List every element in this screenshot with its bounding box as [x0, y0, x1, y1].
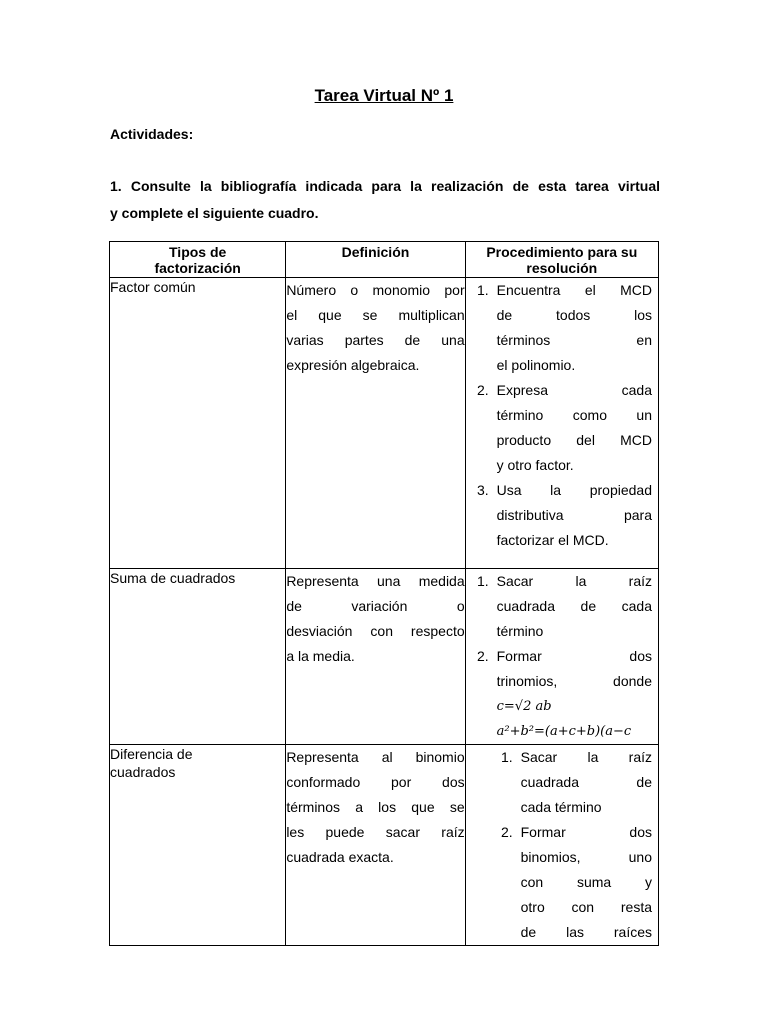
- step-line: Sacar la raíz: [496, 573, 652, 589]
- step-line: producto del MCD: [496, 432, 652, 448]
- procedure-step: [466, 378, 658, 478]
- step-line: término: [496, 623, 544, 639]
- definition-line: expresión algebraica.: [286, 357, 420, 373]
- definition-line: Representa al binomio: [286, 749, 465, 765]
- header-types-line-1: Tipos de: [169, 244, 227, 260]
- procedure-step: [466, 644, 658, 744]
- page-title: Tarea Virtual Nº 1: [314, 86, 454, 105]
- type-line: Diferencia de: [110, 746, 193, 762]
- definition-line: varias partes de una: [286, 332, 465, 348]
- instruction-line-1: 1. Consulte la bibliografía indicada para la realización de esta tarea virtual: [110, 178, 660, 194]
- instruction-text: [110, 173, 660, 227]
- step-line: con suma y: [520, 874, 652, 890]
- definition-line: cuadrada exacta.: [286, 849, 394, 865]
- step-line: de todos los: [496, 307, 652, 323]
- table-row: [110, 278, 659, 569]
- type-cell: [110, 569, 286, 745]
- type-text: Suma de cuadrados: [110, 570, 236, 586]
- header-procedure: [465, 242, 658, 278]
- step-number: 1.: [500, 749, 513, 765]
- header-definition: [286, 242, 465, 278]
- formula-root: c=√2 ab: [496, 699, 552, 714]
- definition-line: de variación o: [286, 598, 465, 614]
- step-number: 3.: [476, 482, 489, 498]
- procedure-step: [466, 478, 658, 553]
- step-line: Formar dos: [496, 648, 652, 664]
- step-line: término como un: [496, 407, 652, 423]
- step-text: [497, 278, 658, 378]
- type-cell: [110, 278, 286, 569]
- step-line: Expresa cada: [496, 382, 652, 398]
- step-line: Sacar la raíz: [520, 749, 652, 765]
- procedure-cell: [465, 569, 658, 745]
- step-number: 2.: [476, 382, 489, 398]
- type-cell: [110, 745, 286, 946]
- procedure-steps: [466, 745, 658, 945]
- definition-line: el que se multiplican: [286, 307, 465, 323]
- factorization-table: [109, 241, 659, 946]
- table-row: [110, 569, 659, 745]
- formula-sum-of-squares: a²+b²=(a+c+b)(a−c: [496, 724, 632, 739]
- table-row: [110, 745, 659, 946]
- header-procedure-line-2: resolución: [526, 260, 598, 276]
- header-procedure-line-1: Procedimiento para su: [486, 244, 638, 260]
- step-line: cada término: [520, 799, 602, 815]
- definition-line: Representa una medida: [286, 573, 465, 589]
- table-header-row: [110, 242, 659, 278]
- step-text: [497, 378, 658, 478]
- procedure-cell: [465, 745, 658, 946]
- step-number: 1.: [476, 282, 489, 298]
- header-definition-text: Definición: [341, 244, 410, 260]
- type-line: cuadrados: [110, 764, 176, 780]
- step-text: [497, 644, 658, 744]
- definition-line: términos a los que se: [286, 799, 465, 815]
- step-line: el polinomio.: [496, 357, 576, 373]
- type-text: Factor común: [110, 279, 196, 295]
- definition-line: Número o monomio por: [286, 282, 465, 298]
- step-number: 2.: [476, 648, 489, 664]
- step-text: [521, 820, 658, 945]
- procedure-step: [466, 569, 658, 644]
- step-line: factorizar el MCD.: [496, 532, 609, 548]
- step-number: 2.: [500, 824, 513, 840]
- definition-line: desviación con respecto: [286, 623, 465, 639]
- header-types-line-2: factorización: [154, 260, 241, 276]
- definition-line: les puede sacar raíz: [286, 824, 465, 840]
- step-number: 1.: [476, 573, 489, 589]
- instruction-line-2: y complete el siguiente cuadro.: [110, 205, 319, 221]
- step-line: cuadrada de: [520, 774, 652, 790]
- procedure-steps: [466, 278, 658, 553]
- step-line: y otro factor.: [496, 457, 574, 473]
- step-line: trinomios, donde: [496, 673, 652, 689]
- definition-line: a la media.: [286, 648, 355, 664]
- definition-line: conformado por dos: [286, 774, 465, 790]
- step-line: Usa la propiedad: [496, 482, 652, 498]
- step-text: [521, 745, 658, 820]
- procedure-steps: [466, 569, 658, 744]
- header-types: [110, 242, 286, 278]
- step-line: otro con resta: [520, 899, 652, 915]
- activities-label: Actividades:: [110, 126, 194, 142]
- procedure-step: [466, 278, 658, 378]
- step-line: términos en: [496, 332, 652, 348]
- step-text: [497, 569, 658, 644]
- definition-cell: [286, 278, 465, 569]
- procedure-cell: [465, 278, 658, 569]
- definition-cell: [286, 569, 465, 745]
- step-text: [497, 478, 658, 553]
- step-line: Formar dos: [520, 824, 652, 840]
- step-line: distributiva para: [496, 507, 652, 523]
- procedure-step: [466, 820, 658, 945]
- definition-cell: [286, 745, 465, 946]
- step-line: de las raíces: [520, 924, 652, 940]
- procedure-step: [466, 745, 658, 820]
- step-line: cuadrada de cada: [496, 598, 652, 614]
- step-line: binomios, uno: [520, 849, 652, 865]
- step-line: Encuentra el MCD: [496, 282, 652, 298]
